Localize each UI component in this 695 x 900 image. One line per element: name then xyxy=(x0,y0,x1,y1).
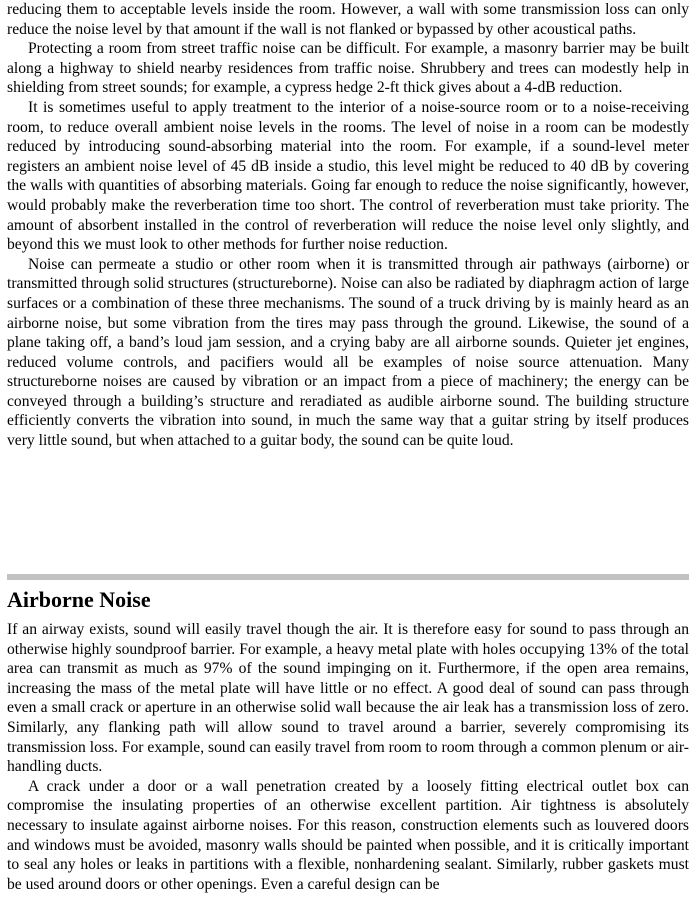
paragraph-air-tightness: A crack under a door or a wall penetration created by a loosely fitting electrical outlet box can compromise the insulating properties of an otherwise excellent partition. Air tightness is absolutely necessary to insulate against airborne noises. For this reason, construction elements such as louvered doors and windows must be avoided, masonry walls should be painted when possible, and it is critically important to seal any holes or leaks in partitions with a flexible, nonhardening sealant. Similarly, rubber gaskets must be used around doors or other openings. Even a careful design can be xyxy=(7,777,689,893)
paragraph-street-traffic: Protecting a room from street traffic noise can be difficult. For example, a masonry barrier may be built along a highway to shield nearby residences from traffic noise. Shrubbery and trees can modestly help in shielding from street sounds; for example, a cypress hedge 2-ft thick gives about a 4-dB reduction. xyxy=(7,40,689,97)
paragraph-noise-transmission: Noise can permeate a studio or other room when it is transmitted through air pathways (airborne) or transmitted through solid structures (structureborne). Noise can also be radiated by diaphragm action of large surfaces or a combination of these three mechanisms. The sound of a truck driving by is mainly heard as an airborne noise, but some vibration from the tires may pass through the ground. Likewise, the sound of a plane taking off, a band’s loud jam session, and a crying baby are all airborne sounds. Quieter jet engines, reduced volume controls, and pacifiers would all be examples of noise source attenuation. Many structureborne noises are caused by vibration or an impact from a piece of machinery; the energy can be conveyed through a building’s structure and reradiated as audible airborne sound. The building structure efficiently converts the vibration into sound, in much the same way that a guitar string by itself produces very little sound, but when attached to a guitar body, the sound can be quite loud. xyxy=(7,255,689,450)
paragraph-interior-treatment: It is sometimes useful to apply treatment to the interior of a noise-source room or to a noise-receiving room, to reduce overall ambient noise levels in the rooms. The level of noise in a room can be modestly reduced by introducing sound-absorbing material into the room. For example, if a sound-level meter registers an ambient noise level of 45 dB inside a studio, this level might be reduced to 40 dB by covering the walls with quantities of absorbing materials. Going far enough to reduce the noise significantly, however, would probably make the reverberation time too short. The control of reverberation must take priority. The amount of absorbent installed in the control of reverberation will reduce the noise level only slightly, and beyond this we must look to other methods for further noise reduction. xyxy=(7,98,689,254)
section-text-block xyxy=(7,620,689,894)
section-heading: Airborne Noise xyxy=(7,587,151,612)
top-text-block xyxy=(7,0,689,451)
paragraph-continuation: reducing them to acceptable levels inside the room. However, a wall with some transmission loss can only reduce the noise level by that amount if the wall is not flanked or bypassed by other acoustical paths. xyxy=(7,1,689,38)
paragraph-airway: If an airway exists, sound will easily travel though the air. It is therefore easy for sound to pass through an otherwise highly soundproof barrier. For example, a heavy metal plate with holes occupying 13% of the total area can transmit as much as 97% of the sound impinging on it. Furthermore, if the open area remains, increasing the mass of the metal plate will have little or no effect. A good deal of sound can pass through even a small crack or aperture in an otherwise solid wall because the air leak has a transmission loss of zero. Similarly, any flanking path will allow sound to travel around a barrier, severely compromising its transmission loss. For example, sound can easily travel from room to room through a common plenum or air-handling ducts. xyxy=(7,621,689,776)
section-divider xyxy=(7,574,689,580)
